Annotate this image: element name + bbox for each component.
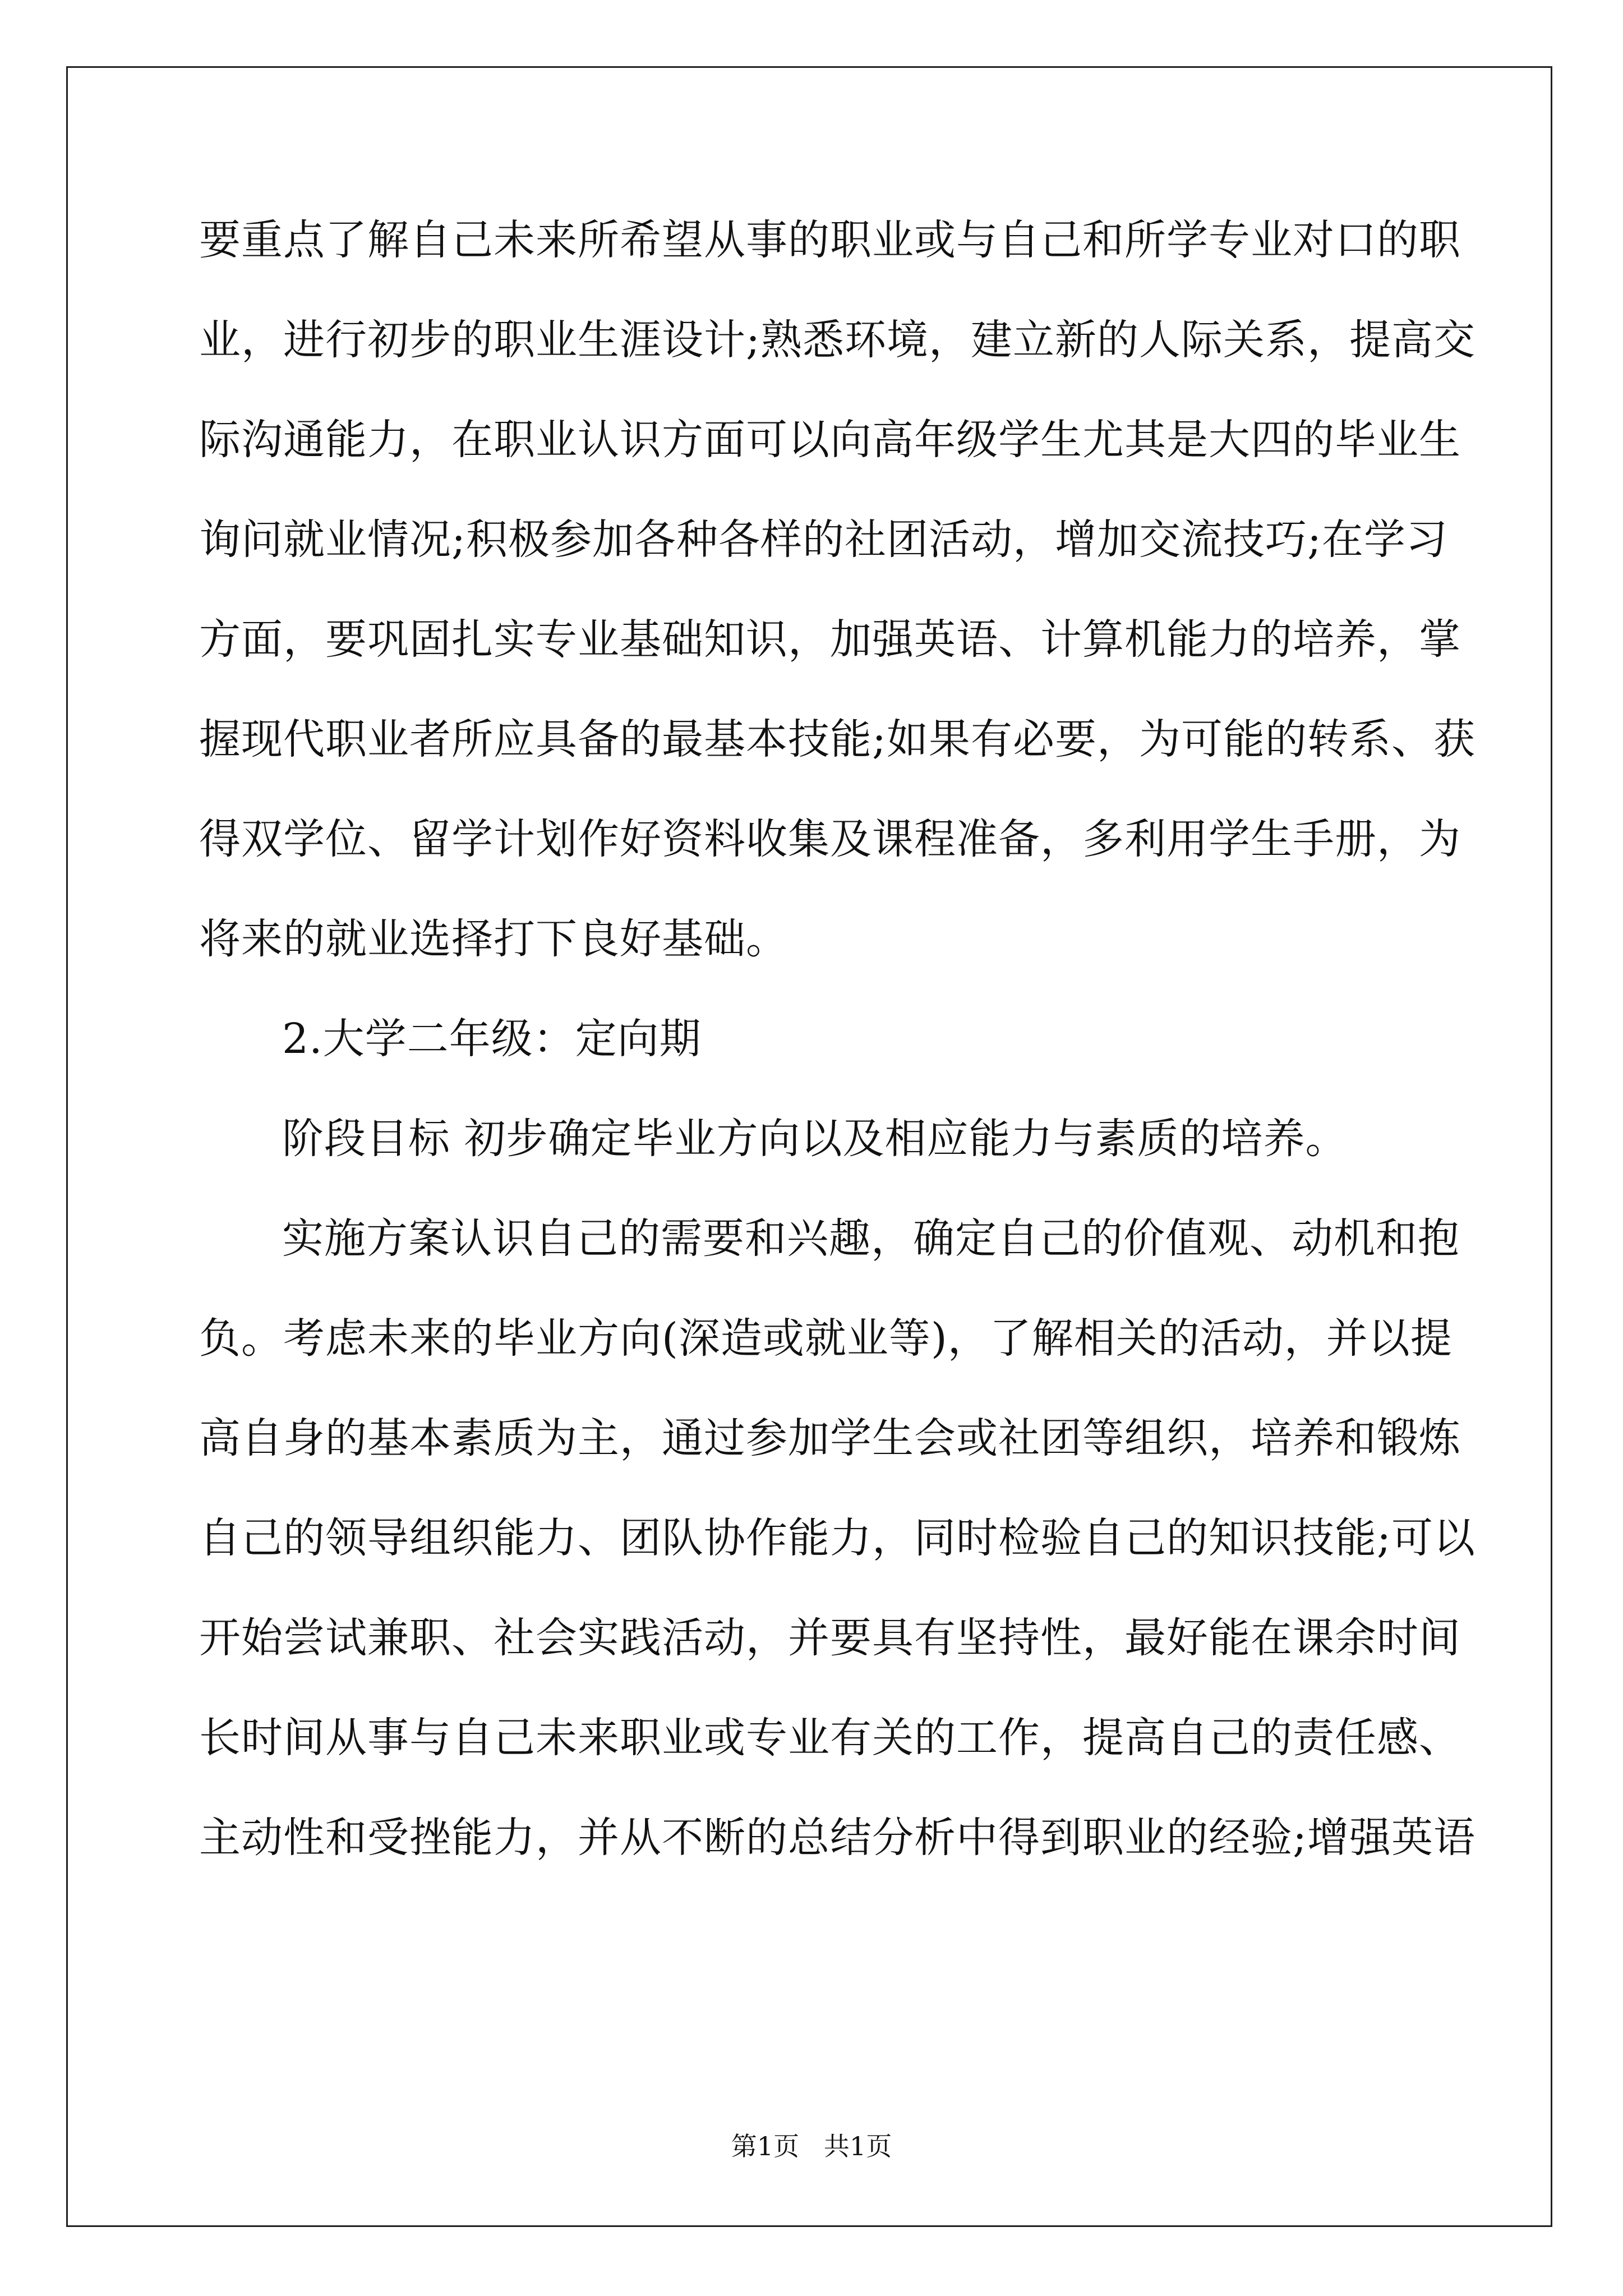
text-line: 将来的就业选择打下良好基础。 <box>199 915 788 963</box>
text-line: 长 时 间 从 事 与 自 己 未 来 职 业 或 专 业 有 关 的 工 作 ， 提 高 自 己 的 责 任 感 、 <box>199 1714 1461 1762</box>
text-line: 得 双 学 位 、 留 学 计 划 作 好 资 料 收 集 及 课 程 准 备 ， 多 利 用 学 生 手 册 ， 为 <box>199 815 1461 863</box>
text-line: 握 现 代 职 业 者 所 应 具 备 的 最 基 本 技 能 ; 如 果 有 必 要 ， 为 可 能 的 转 系 、 获 <box>199 715 1476 763</box>
text-line: 负 。 考 虑 未 来 的 毕 业 方 向 ( 深 造 或 就 业 等 ) ， 了 解 相 关 的 活 动 ， 并 以 提 <box>199 1314 1453 1363</box>
text-line: 方 面 ， 要 巩 固 扎 实 专 业 基 础 知 识 ， 加 强 英 语 、 计 算 机 能 力 的 培 养 ， 掌 <box>199 615 1461 664</box>
text-line: 2.大学二年级：定向期 <box>282 1015 702 1063</box>
text-line: 自 己 的 领 导 组 织 能 力 、 团 队 协 作 能 力 ， 同 时 检 验 自 己 的 知 识 技 能 ; 可 以 <box>199 1514 1476 1562</box>
text-line: 高 自 身 的 基 本 素 质 为 主 ， 通 过 参 加 学 生 会 或 社 团 等 组 织 ， 培 养 和 锻 炼 <box>199 1414 1461 1462</box>
page-footer: 第1页 共1页 <box>731 2131 892 2161</box>
text-line: 实 施 方 案 认 识 自 己 的 需 要 和 兴 趣 ， 确 定 自 己 的 价 值 观 、 动 机 和 抱 <box>282 1214 1460 1263</box>
text-line: 主 动 性 和 受 挫 能 力 ， 并 从 不 断 的 总 结 分 析 中 得 到 职 业 的 经 验 ; 增 强 英 语 <box>199 1814 1476 1862</box>
text-line: 开 始 尝 试 兼 职 、 社 会 实 践 活 动 ， 并 要 具 有 坚 持 性 ， 最 好 能 在 课 余 时 间 <box>199 1614 1461 1662</box>
text-line: 阶段目标 初步确定毕业方向以及相应能力与素质的培养。 <box>282 1115 1348 1163</box>
text-line: 要 重 点 了 解 自 己 未 来 所 希 望 从 事 的 职 业 或 与 自 己 和 所 学 专 业 对 口 的 职 <box>199 216 1461 264</box>
text-line: 际 沟 通 能 力 ， 在 职 业 认 识 方 面 可 以 向 高 年 级 学 生 尤 其 是 大 四 的 毕 业 生 <box>199 416 1461 464</box>
text-line: 业 ， 进 行 初 步 的 职 业 生 涯 设 计 ; 熟 悉 环 境 ， 建 立 新 的 人 际 关 系 ， 提 高 交 <box>199 316 1476 364</box>
document-body <box>199 212 1476 1910</box>
text-line: 询 问 就 业 情 况 ; 积 极 参 加 各 种 各 样 的 社 团 活 动 ， 增 加 交 流 技 巧 ; 在 学 习 <box>199 516 1448 564</box>
